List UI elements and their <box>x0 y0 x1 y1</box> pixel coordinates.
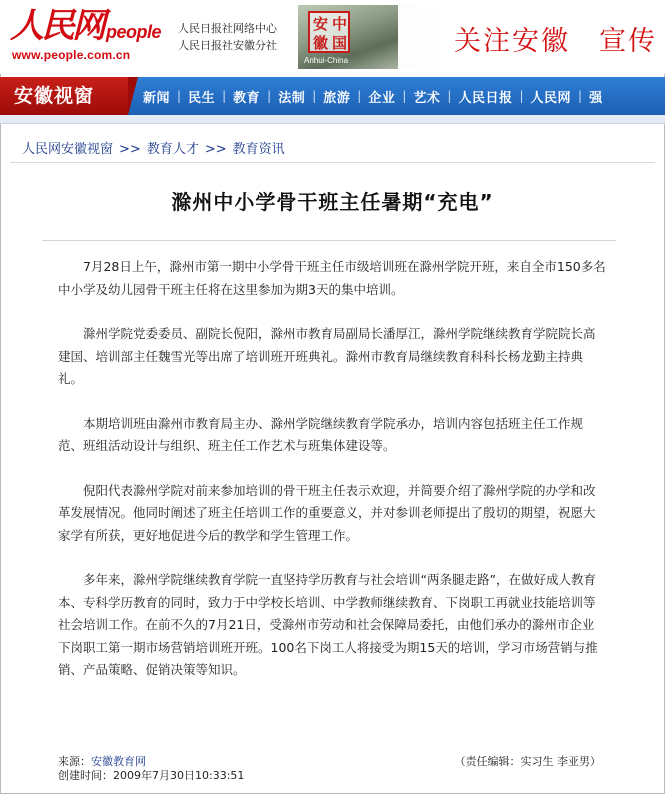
nav-separator: | <box>447 89 452 103</box>
channel-title[interactable]: 安徽视窗 <box>0 77 128 115</box>
seal-char: 安 <box>313 15 329 33</box>
breadcrumb-item-education-talent[interactable]: 教育人才 <box>146 142 199 157</box>
banner-subtitle: Anhui-China <box>304 56 349 65</box>
breadcrumb-item-anhui[interactable]: 人民网安徽视窗 <box>22 142 114 157</box>
nav-separator: | <box>222 89 227 103</box>
source-label: 来源： <box>58 755 91 768</box>
article-paragraph: 倪阳代表滁州学院对前来参加培训的骨干班主任表示欢迎，并简要介绍了滁州学院的办学和改革发展情况。他同时阐述了班主任培训工作的重要意义，并对参训老师提出了殷切的期望，祝愿大家学有所获，更好地促进今后的教学和学生管理工作。 <box>58 482 596 543</box>
seal-char: 中 <box>332 15 348 33</box>
seal-char: 徽 <box>313 34 329 52</box>
logo-url: www.people.com.cn <box>12 48 131 62</box>
nav-item-news[interactable]: 新闻 <box>143 90 171 106</box>
nav-item-education[interactable]: 教育 <box>233 90 261 106</box>
anhui-seal-icon <box>308 11 350 53</box>
banner-slogan: 关注安徽 宣传 <box>454 26 657 57</box>
breadcrumb-separator: >> <box>204 142 227 157</box>
logo-mark: 人民网 <box>10 6 103 46</box>
breadcrumb <box>22 138 285 157</box>
site-header <box>0 0 665 74</box>
org-info <box>178 20 277 54</box>
nav-bottom-strip <box>0 115 665 124</box>
nav-separator: | <box>177 89 182 103</box>
org-line-1: 人民日报社网络中心 <box>178 22 277 35</box>
nav-item-peoples-daily[interactable]: 人民日报 <box>458 90 513 106</box>
nav-item-law[interactable]: 法制 <box>278 90 306 106</box>
nav-item-qiang[interactable]: 强 <box>589 90 603 106</box>
article-paragraph: 滁州学院党委委员、副院长倪阳，滁州市教育局副局长潘厚江，滁州学院继续教育学院院长高建国、培训部主任魏雪光等出席了培训班开班典礼。滁州市教育局继续教育科科长杨龙勤主持典礼。 <box>58 326 596 386</box>
people-logo[interactable] <box>10 6 170 66</box>
header-banner[interactable] <box>298 5 665 69</box>
title-divider <box>42 240 616 241</box>
article-paragraph: 多年来，滁州学院继续教育学院一直坚持学历教育与社会培训“两条腿走路”，在做好成人教育本、专科学历教育的同时，致力于中学校长培训、中学教师继续教育、下岗职工再就业技能培训等社会培训工作。在前不久的7月21日，受滁州市劳动和社会保障局委托，由他们承办的滁州市企业下岗职工第一期市场营销培训班开班。100名下岗工人将接受为期15天的培训，学习市场营销与推销、产品策略、促销决策等知识。 <box>58 572 598 677</box>
created-time: 创建时间：2009年7月30日10:33:51 <box>58 769 245 782</box>
nav-separator: | <box>357 89 362 103</box>
nav-item-people-net[interactable]: 人民网 <box>530 90 572 106</box>
source-link[interactable]: 安徽教育网 <box>91 755 146 768</box>
nav-separator: | <box>312 89 317 103</box>
nav-separator: | <box>578 89 583 103</box>
logo-people-text: people <box>106 22 162 42</box>
nav-separator: | <box>267 89 272 103</box>
article-paragraph: 7月28日上午，滁州市第一期中小学骨干班主任市级培训班在滁州学院开班，来自全市150多名中小学及幼儿园骨干班主任将在这里参加为期3天的集中培训。 <box>58 259 606 297</box>
main-nav <box>0 77 665 115</box>
org-line-2: 人民日报社安徽分社 <box>178 39 277 52</box>
responsible-editor: （责任编辑：实习生 李亚男） <box>454 755 601 768</box>
article-title: 滁州中小学骨干班主任暑期“充电” <box>171 190 494 214</box>
seal-char: 国 <box>332 34 348 52</box>
nav-separator: | <box>519 89 524 103</box>
breadcrumb-divider <box>10 162 655 163</box>
article-body <box>58 256 606 704</box>
article-paragraph: 本期培训班由滁州市教育局主办、滁州学院继续教育学院承办，培训内容包括班主任工作规范、班组活动设计与组织、班主任工作艺术与班集体建设等。 <box>58 415 584 453</box>
nav-item-livelihood[interactable]: 民生 <box>188 90 216 106</box>
nav-item-travel[interactable]: 旅游 <box>323 90 351 106</box>
breadcrumb-separator: >> <box>119 142 141 157</box>
nav-item-art[interactable]: 艺术 <box>413 90 441 106</box>
breadcrumb-item-education-news[interactable]: 教育资讯 <box>232 142 285 157</box>
nav-items <box>136 77 610 115</box>
nav-item-enterprise[interactable]: 企业 <box>368 90 396 106</box>
nav-separator: | <box>402 89 407 103</box>
